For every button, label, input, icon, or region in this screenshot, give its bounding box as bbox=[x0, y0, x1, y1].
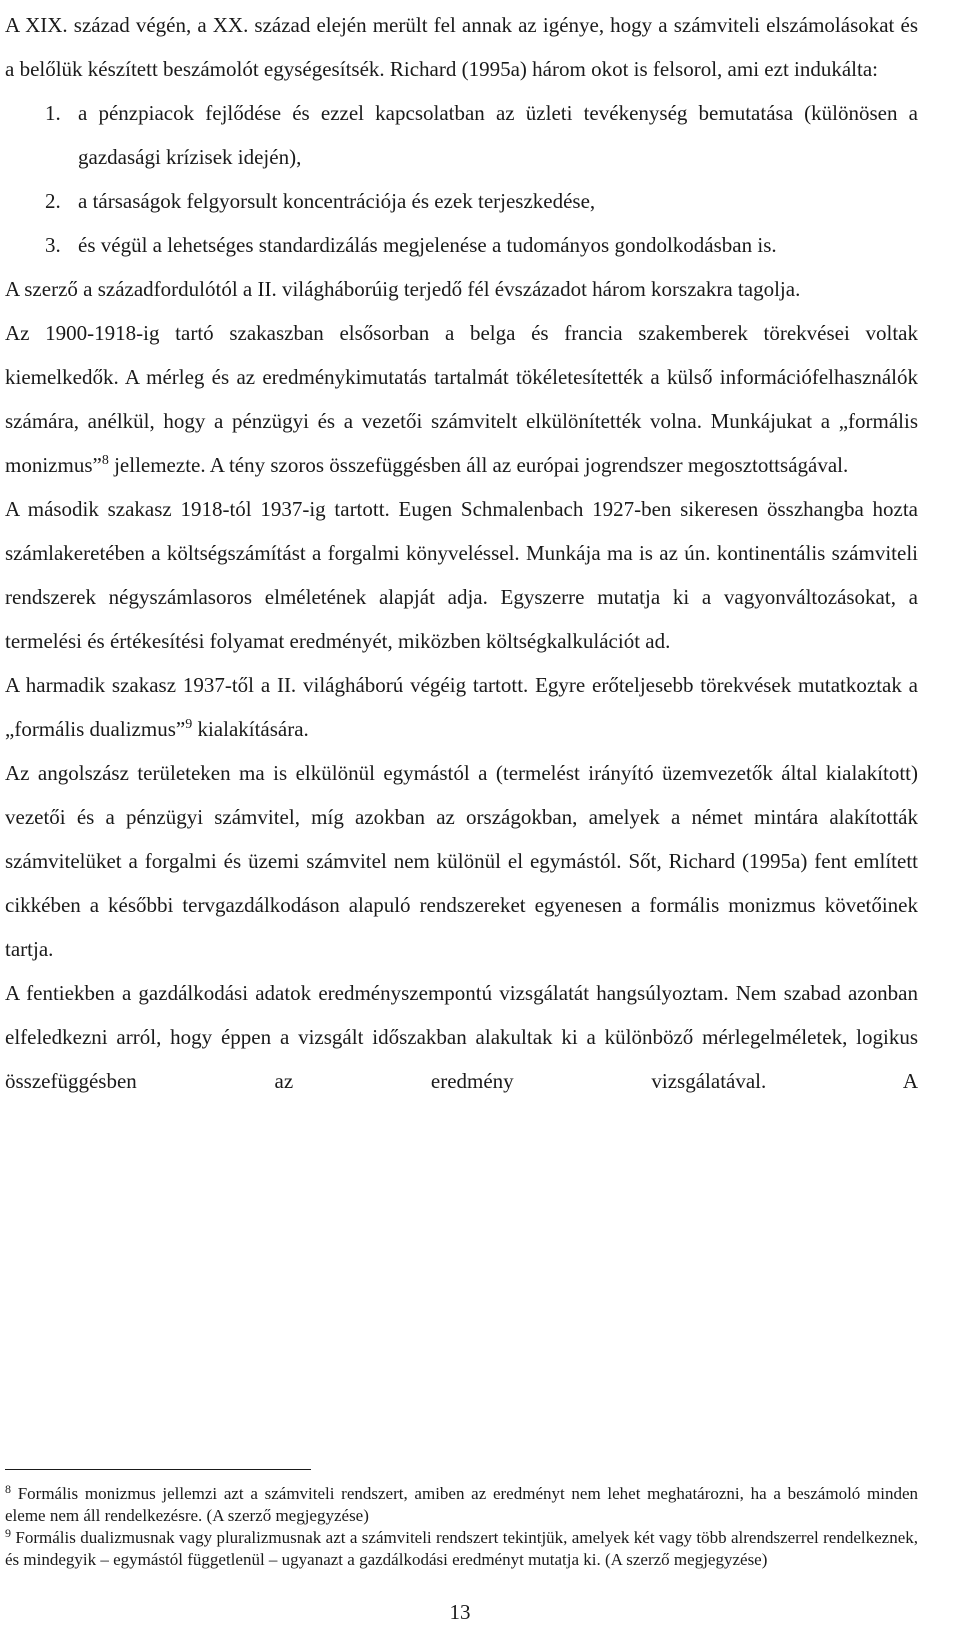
stage-three-paragraph bbox=[5, 663, 918, 751]
list-item bbox=[5, 91, 918, 179]
list-item-text: a pénzpiacok fejlődése és ezzel kapcsolatban az üzleti tevékenység bemutatása (különösen a gazdasági krízisek idején), bbox=[78, 101, 918, 169]
footnote-text: Formális monizmus jellemzi azt a számviteli rendszert, amiben az eredményt nem lehet meghatározni, ha a beszámoló minden eleme nem áll rendelkezésre. (A szerző megjegyzése) bbox=[5, 1484, 918, 1525]
footnote-text: Formális dualizmusnak vagy pluralizmusnak azt a számviteli rendszert tekintjük, amelyek két vagy több alrendszerrel rendelkeznek, és mindegyik – egymástól függetlenül – ugyanazt a gazdálkodási eredményt mutatja ki. (A szerző megjegyzése) bbox=[5, 1528, 918, 1569]
reasons-list bbox=[5, 91, 918, 267]
list-item-text: és végül a lehetséges standardizálás megjelenése a tudományos gondolkodásban is. bbox=[78, 233, 777, 257]
intro-paragraph: A XIX. század végén, a XX. század elején merült fel annak az igénye, hogy a számviteli elszámolásokat és a belőlük készített beszámolót egységesítsék. Richard (1995a) három okot is felsorol, ami ezt indukálta: bbox=[5, 13, 918, 81]
footnotes bbox=[5, 1483, 918, 1571]
stage-one-text: Az 1900-1918-ig tartó szakaszban elsősorban a belga és francia szakemberek törekvései voltak kiemelkedők. A mérleg és az eredménykimutatás tartalmát tökéletesítették a külső információfelhasználók számára, anélkül, hogy a pénzügyi és a vezetői számvitelt elkülönítették volna. Munkájukat a „formális monizmus” bbox=[5, 321, 918, 477]
footnote-number: 9 bbox=[5, 1526, 11, 1540]
footnote-ref-9[interactable]: 9 bbox=[185, 717, 193, 732]
list-item-number: 1. bbox=[45, 101, 61, 125]
footnote-separator bbox=[5, 1469, 311, 1470]
footnote-9 bbox=[5, 1527, 918, 1571]
footnote-8 bbox=[5, 1483, 918, 1527]
stage-one-paragraph bbox=[5, 311, 918, 487]
footnote-number: 8 bbox=[5, 1482, 11, 1496]
footnote-ref-8[interactable]: 8 bbox=[101, 453, 109, 468]
list-item bbox=[5, 179, 918, 223]
list-item-number: 3. bbox=[45, 233, 61, 257]
stage-three-text-cont: kialakítására. bbox=[192, 717, 309, 741]
list-item-text: a társaságok felgyorsult koncentrációja és ezek terjeszkedése, bbox=[78, 189, 596, 213]
list-item-number: 2. bbox=[45, 189, 61, 213]
anglo-saxon-paragraph: Az angolszász területeken ma is elkülönül egymástól a (termelést irányító üzemvezetők által kialakított) vezetői és a pénzügyi számvitel, míg azokban az országokban, amelyek a német mintára alakították számvitelüket a forgalmi és üzemi számvitel nem különül el egymástól. Sőt, Richard (1995a) fent említett cikkében a későbbi tervgazdálkodáson alapuló rendszereket egyenesen a formális monizmus követőinek tartja. bbox=[5, 761, 918, 961]
stage-two-paragraph: A második szakasz 1918-tól 1937-ig tartott. Eugen Schmalenbach 1927-ben sikeresen összhangba hozta számlakeretében a költségszámítást a forgalmi könyveléssel. Munkája ma is az ún. kontinentális számviteli rendszerek négyszámlasoros elméletének alapját adja. Egyszerre mutatja ki a vagyonváltozásokat, a termelési és értékesítési folyamat eredményét, miközben költségkalkulációt ad. bbox=[5, 497, 918, 653]
document-body bbox=[5, 0, 918, 1103]
stage-one-text-cont: jellemezte. A tény szoros összefüggésben áll az európai jogrendszer megosztottságával. bbox=[108, 453, 849, 477]
page-number: 13 bbox=[449, 1600, 471, 1624]
periodization-paragraph: A szerző a századfordulótól a II. világháborúig terjedő fél évszázadot három korszakra tagolja. bbox=[5, 277, 801, 301]
list-item bbox=[5, 223, 918, 267]
closing-paragraph: A fentiekben a gazdálkodási adatok eredményszempontú vizsgálatát hangsúlyoztam. Nem szabad azonban elfeledkezni arról, hogy éppen a vizsgált időszakban alakultak ki a különböző mérlegelméletek, logikus összefüggésben az eredmény vizsgálatával. A bbox=[5, 981, 918, 1093]
stage-three-text: A harmadik szakasz 1937-től a II. világháború végéig tartott. Egyre erőteljesebb törekvések mutatkoztak a „formális dualizmus” bbox=[5, 673, 918, 741]
